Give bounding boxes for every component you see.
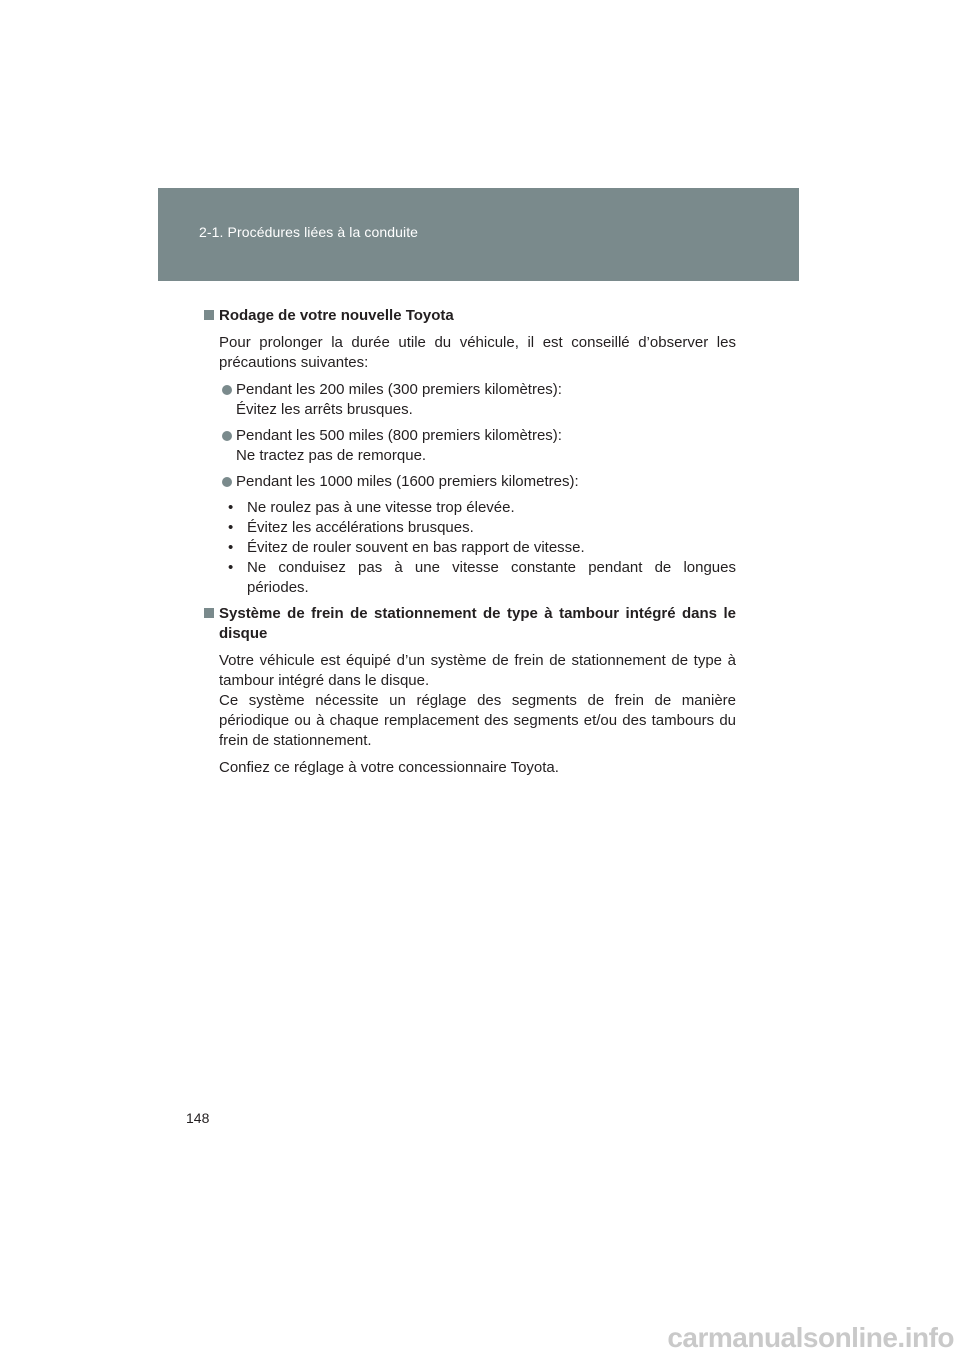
text-line: Confiez ce réglage à votre concessionnaire Toyota. <box>219 759 559 776</box>
text-line: Votre véhicule est équipé d’un système de frein de stationnement de type à <box>219 652 736 669</box>
section-title-text: Système de frein de stationnement de type à tambour intégré dans le <box>219 605 736 622</box>
section-title-parking-brake <box>203 604 736 644</box>
page-content <box>203 306 736 785</box>
sub-list-item <box>219 538 736 558</box>
text-line: frein de stationnement. <box>219 732 372 749</box>
text-line: périodes. <box>247 579 309 596</box>
text-line: Pendant les 500 miles (800 premiers kilomètres): <box>236 427 562 444</box>
text-line: Ce système nécessite un réglage des segments de frein de manière <box>219 692 736 709</box>
text-line: précautions suivantes: <box>219 354 369 371</box>
intro-paragraph <box>203 333 736 373</box>
text-line: Pour prolonger la durée utile du véhicule, il est conseillé d’observer les <box>219 334 736 351</box>
square-bullet-icon <box>204 608 214 618</box>
sub-list-text: Ne roulez pas à une vitesse trop élevée. <box>247 499 515 516</box>
list-item <box>203 426 736 466</box>
circle-bullet-icon <box>222 477 232 487</box>
dot-bullet-icon: • <box>228 559 234 576</box>
sub-list-item <box>219 558 736 598</box>
text-line: Évitez les arrêts brusques. <box>236 401 413 418</box>
list-item <box>203 380 736 420</box>
sub-list-text: Évitez de rouler souvent en bas rapport de vitesse. <box>247 539 585 556</box>
text-line: tambour intégré dans le disque. <box>219 672 430 689</box>
dot-bullet-icon: • <box>228 539 234 556</box>
text-line: Ne tractez pas de remorque. <box>236 447 427 464</box>
sub-list <box>203 498 736 598</box>
dot-bullet-icon: • <box>228 519 234 536</box>
dot-bullet-icon: • <box>228 499 234 516</box>
list-item <box>203 472 736 492</box>
text-line: Ne conduisez pas à une vitesse constante pendant de longues <box>247 559 736 576</box>
section-header-title: 2-1. Procédures liées à la conduite <box>199 224 419 240</box>
dealer-paragraph <box>203 758 736 778</box>
circle-bullet-icon <box>222 431 232 441</box>
text-line: Pendant les 200 miles (300 premiers kilomètres): <box>236 381 562 398</box>
page-number: 148 <box>186 1110 210 1126</box>
section-title-text: disque <box>219 625 268 642</box>
watermark-logo: carmanualsonline.info <box>667 1322 954 1353</box>
parking-brake-paragraph <box>203 651 736 751</box>
sub-list-item <box>219 518 736 538</box>
header-band <box>158 188 799 281</box>
square-bullet-icon <box>204 310 214 320</box>
circle-bullet-icon <box>222 385 232 395</box>
sub-list-text: Évitez les accélérations brusques. <box>247 519 474 536</box>
text-line: Pendant les 1000 miles (1600 premiers kilometres): <box>236 473 579 490</box>
text-line: périodique ou à chaque remplacement des segments et/ou des tambours du <box>219 712 736 729</box>
sub-list-item <box>219 498 736 518</box>
section-title-text: Rodage de votre nouvelle Toyota <box>219 307 454 324</box>
section-title-break-in <box>203 306 736 326</box>
